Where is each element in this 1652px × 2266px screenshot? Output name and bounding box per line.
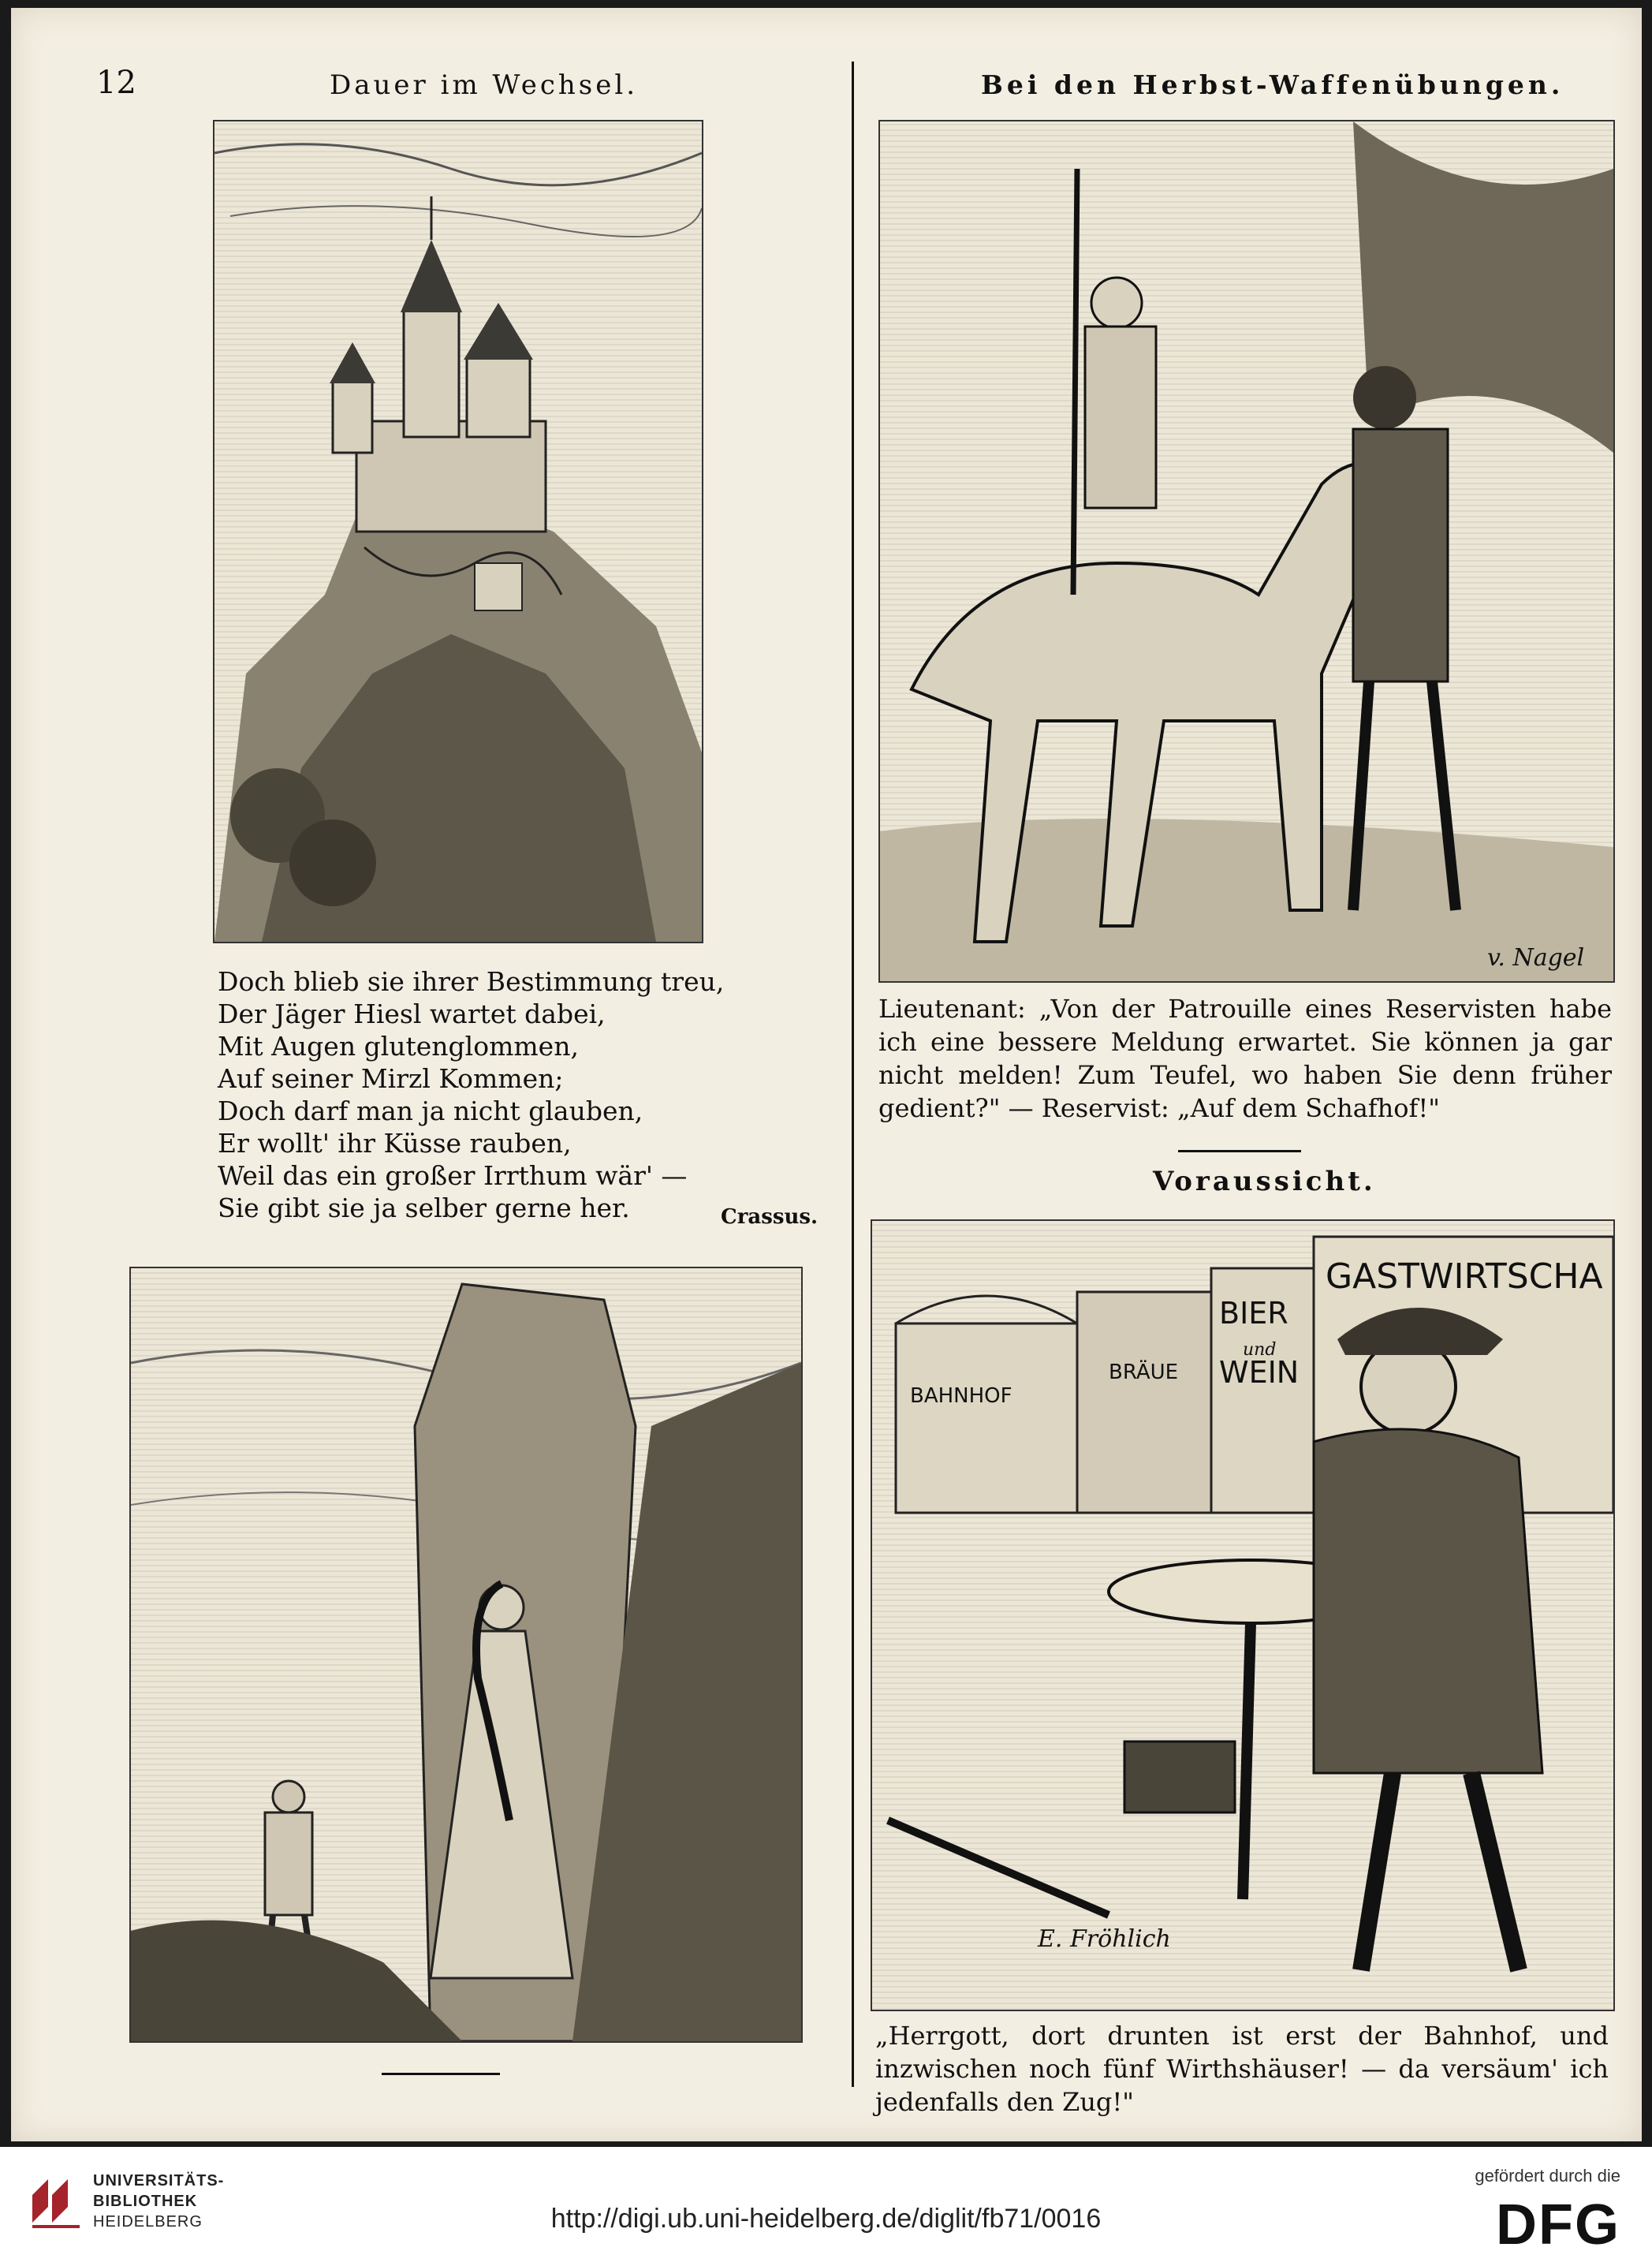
cartoon2-artist-signature: E. Fröhlich bbox=[1038, 1925, 1171, 1953]
cartoon-tavern-illustration bbox=[871, 1219, 1615, 2011]
section-rule bbox=[1178, 1150, 1301, 1152]
sign-und: und bbox=[1243, 1340, 1277, 1360]
library-name-line1: UNIVERSITÄTS- bbox=[93, 2172, 225, 2189]
permalink-url[interactable]: http://digi.ub.uni-heidelberg.de/diglit/fb71/0016 bbox=[550, 2204, 1102, 2234]
journal-page bbox=[11, 8, 1642, 2141]
poem-line: Weil das ein großer Irrthum wär' — bbox=[218, 1160, 688, 1191]
sign-bahnhof: BAHNHOF bbox=[910, 1384, 1012, 1408]
cartoon1-artist-signature: v. Nagel bbox=[1487, 944, 1585, 972]
cartoon2-caption: „Herrgott, dort drunten ist erst der Bahnhof, und inzwischen noch fünf Wirthshäuser! — da versäum' ich jedenfalls den Zug!" bbox=[875, 2021, 1609, 2117]
cartoon2-title: Voraussicht. bbox=[1153, 1166, 1376, 1197]
hunter-girl-drawing bbox=[131, 1268, 801, 2041]
hunter-girl-illustration bbox=[129, 1267, 803, 2043]
library-name-line3: HEIDELBERG bbox=[93, 2213, 203, 2231]
sign-gastwirtschaft: GASTWIRTSCHA bbox=[1326, 1256, 1603, 1297]
page-number: 12 bbox=[96, 65, 136, 101]
sign-wein: WEIN bbox=[1219, 1355, 1300, 1390]
poem-line: Auf seiner Mirzl Kommen; bbox=[218, 1063, 564, 1094]
dfg-logo: DFG bbox=[1496, 2193, 1620, 2257]
library-name-line2: BIBLIOTHEK bbox=[93, 2193, 198, 2210]
poem bbox=[218, 965, 725, 1224]
viewer-footer bbox=[0, 2147, 1652, 2266]
cavalry-drawing bbox=[880, 121, 1613, 981]
column-divider bbox=[852, 62, 854, 2087]
poem-line: Doch darf man ja nicht glauben, bbox=[218, 1096, 643, 1126]
right-column-title: Bei den Herbst-Waffenübungen. bbox=[981, 69, 1564, 100]
end-rule bbox=[382, 2073, 500, 2075]
tavern-drawing bbox=[872, 1221, 1613, 2010]
cartoon-cavalry-illustration bbox=[878, 120, 1615, 983]
cartoon1-caption: Lieutenant: „Von der Patrouille eines Reservisten habe ich eine bessere Meldung erwartet. Sie können ja gar nicht melden! Zum Teufel, wo haben Sie denn früher gedient?" — Reservist: „Auf dem Schafhof!" bbox=[878, 994, 1612, 1123]
sign-bier: BIER bbox=[1219, 1296, 1288, 1331]
poem-line: Er wollt' ihr Küsse rauben, bbox=[218, 1128, 572, 1159]
poem-line: Mit Augen glutenglommen, bbox=[218, 1031, 579, 1062]
poem-line: Doch blieb sie ihrer Bestimmung treu, bbox=[218, 966, 725, 997]
castle-illustration bbox=[213, 120, 703, 943]
castle-drawing bbox=[214, 121, 702, 942]
poem-line: Der Jäger Hiesl wartet dabei, bbox=[218, 999, 606, 1029]
left-column-title: Dauer im Wechsel. bbox=[330, 69, 639, 101]
sign-braeu: BRÄUE bbox=[1109, 1361, 1179, 1384]
poem-author: Crassus. bbox=[721, 1205, 819, 1229]
poem-line: Sie gibt sie ja selber gerne her. bbox=[218, 1193, 630, 1223]
funding-note: gefördert durch die bbox=[1475, 2166, 1620, 2186]
